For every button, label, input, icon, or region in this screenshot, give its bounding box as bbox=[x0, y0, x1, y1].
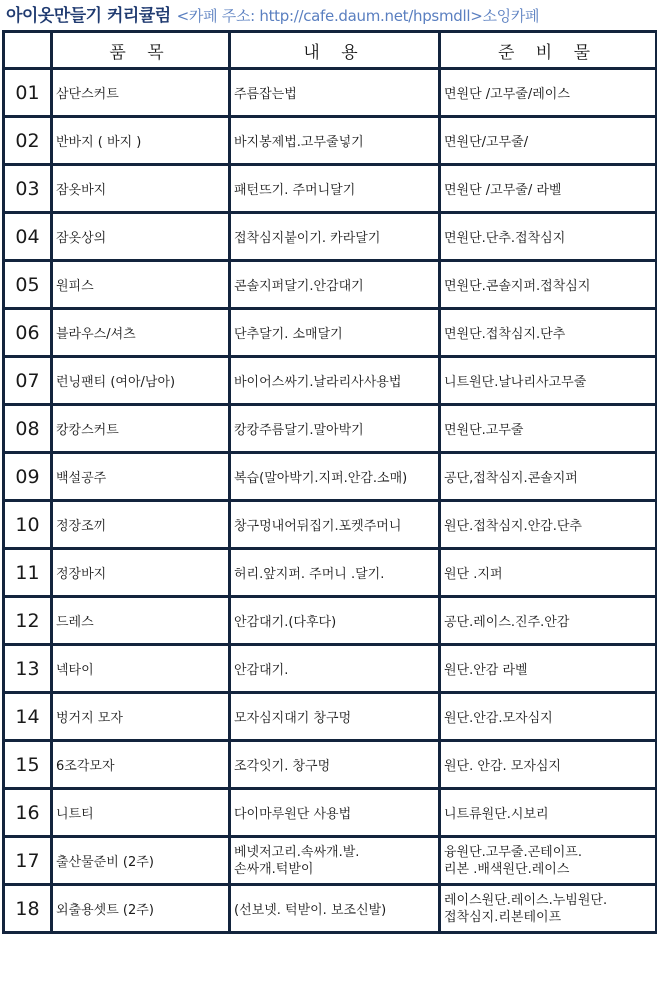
row-number: 11 bbox=[4, 549, 52, 597]
row-content: 안감대기. bbox=[230, 645, 440, 693]
row-number: 13 bbox=[4, 645, 52, 693]
table-row bbox=[4, 837, 657, 885]
row-number: 09 bbox=[4, 453, 52, 501]
table-row bbox=[4, 69, 657, 117]
table-row bbox=[4, 453, 657, 501]
row-item: 출산물준비 (2주) bbox=[52, 837, 230, 885]
row-item: 정장조끼 bbox=[52, 501, 230, 549]
table-row bbox=[4, 165, 657, 213]
row-number: 06 bbox=[4, 309, 52, 357]
row-content: 창구멍내어뒤집기.포켓주머니 bbox=[230, 501, 440, 549]
row-item: 삼단스커트 bbox=[52, 69, 230, 117]
row-materials: 융원단.고무줄.곤테이프. 리본 .배색원단.레이스 bbox=[440, 837, 657, 885]
row-number: 16 bbox=[4, 789, 52, 837]
row-item: 백설공주 bbox=[52, 453, 230, 501]
row-content: 단추달기. 소매달기 bbox=[230, 309, 440, 357]
header-materials: 준 비 물 bbox=[440, 32, 657, 69]
table-header-row bbox=[4, 32, 657, 69]
row-item: 블라우스/셔츠 bbox=[52, 309, 230, 357]
table-row bbox=[4, 405, 657, 453]
row-content: 콘솔지퍼달기.안감대기 bbox=[230, 261, 440, 309]
table-row bbox=[4, 597, 657, 645]
page-title: 아이옷만들기 커리큘럼 bbox=[6, 6, 171, 26]
cafe-address: <카페 주소: http://cafe.daum.net/hpsmdll>소잉카페 bbox=[176, 7, 540, 25]
table-row bbox=[4, 645, 657, 693]
table-row bbox=[4, 117, 657, 165]
row-materials: 면원단.단추.접착심지 bbox=[440, 213, 657, 261]
row-number: 04 bbox=[4, 213, 52, 261]
table-row bbox=[4, 357, 657, 405]
row-item: 외출용셋트 (2주) bbox=[52, 885, 230, 933]
header-content: 내 용 bbox=[230, 32, 440, 69]
table-row bbox=[4, 213, 657, 261]
row-item: 정장바지 bbox=[52, 549, 230, 597]
row-content: 바이어스싸기.날라리사사용법 bbox=[230, 357, 440, 405]
row-content: 다이마루원단 사용법 bbox=[230, 789, 440, 837]
row-content: 패턴뜨기. 주머니달기 bbox=[230, 165, 440, 213]
header-number bbox=[4, 32, 52, 69]
row-item: 잠옷상의 bbox=[52, 213, 230, 261]
row-content: 주름잡는법 bbox=[230, 69, 440, 117]
row-number: 03 bbox=[4, 165, 52, 213]
row-item: 6조각모자 bbox=[52, 741, 230, 789]
table-row bbox=[4, 789, 657, 837]
row-content: 캉캉주름달기.말아박기 bbox=[230, 405, 440, 453]
row-content: 모자심지대기 창구멍 bbox=[230, 693, 440, 741]
row-item: 넥타이 bbox=[52, 645, 230, 693]
table-row bbox=[4, 885, 657, 933]
table-row bbox=[4, 261, 657, 309]
row-materials: 공단,접착심지.콘솔지퍼 bbox=[440, 453, 657, 501]
row-item: 벙거지 모자 bbox=[52, 693, 230, 741]
row-item: 니트티 bbox=[52, 789, 230, 837]
table-row bbox=[4, 501, 657, 549]
row-materials: 원단 .지퍼 bbox=[440, 549, 657, 597]
row-number: 10 bbox=[4, 501, 52, 549]
table-row bbox=[4, 693, 657, 741]
row-content: 안감대기.(다후다) bbox=[230, 597, 440, 645]
row-content: (선보넷. 턱받이. 보조신발) bbox=[230, 885, 440, 933]
row-item: 원피스 bbox=[52, 261, 230, 309]
row-number: 18 bbox=[4, 885, 52, 933]
row-materials: 면원단/고무줄/ bbox=[440, 117, 657, 165]
header-item: 품 목 bbox=[52, 32, 230, 69]
curriculum-table bbox=[2, 30, 657, 934]
row-content: 허리.앞지퍼. 주머니 .달기. bbox=[230, 549, 440, 597]
row-number: 08 bbox=[4, 405, 52, 453]
table-row bbox=[4, 309, 657, 357]
row-content: 조각잇기. 창구멍 bbox=[230, 741, 440, 789]
row-materials: 면원단 /고무줄/ 라벨 bbox=[440, 165, 657, 213]
row-number: 14 bbox=[4, 693, 52, 741]
row-materials: 원단. 안감. 모자심지 bbox=[440, 741, 657, 789]
row-materials: 원단.안감.모자심지 bbox=[440, 693, 657, 741]
row-materials: 원단.안감 라벨 bbox=[440, 645, 657, 693]
row-content: 베넷저고리.속싸개.발. 손싸개.턱받이 bbox=[230, 837, 440, 885]
row-materials: 면원단 /고무줄/레이스 bbox=[440, 69, 657, 117]
row-number: 05 bbox=[4, 261, 52, 309]
row-item: 드레스 bbox=[52, 597, 230, 645]
row-materials: 니트류원단.시보리 bbox=[440, 789, 657, 837]
table-row bbox=[4, 549, 657, 597]
row-content: 바지봉제법.고무줄넣기 bbox=[230, 117, 440, 165]
row-content: 복습(말아박기.지퍼.안감.소매) bbox=[230, 453, 440, 501]
row-number: 07 bbox=[4, 357, 52, 405]
row-number: 15 bbox=[4, 741, 52, 789]
row-item: 잠옷바지 bbox=[52, 165, 230, 213]
row-number: 12 bbox=[4, 597, 52, 645]
row-materials: 공단.레이스.진주.안감 bbox=[440, 597, 657, 645]
row-content: 접착심지붙이기. 카라달기 bbox=[230, 213, 440, 261]
row-materials: 면원단.콘솔지퍼.접착심지 bbox=[440, 261, 657, 309]
page-title-bar bbox=[6, 4, 539, 28]
row-item: 반바지 ( 바지 ) bbox=[52, 117, 230, 165]
row-materials: 면원단.접착심지.단추 bbox=[440, 309, 657, 357]
row-item: 캉캉스커트 bbox=[52, 405, 230, 453]
row-materials: 면원단.고무줄 bbox=[440, 405, 657, 453]
row-materials: 원단.접착심지.안감.단추 bbox=[440, 501, 657, 549]
row-number: 02 bbox=[4, 117, 52, 165]
row-materials: 레이스원단.레이스.누빔원단. 접착심지.리본테이프 bbox=[440, 885, 657, 933]
row-number: 01 bbox=[4, 69, 52, 117]
row-materials: 니트원단.날나리사고무줄 bbox=[440, 357, 657, 405]
row-item: 런닝팬티 (여아/남아) bbox=[52, 357, 230, 405]
table-row bbox=[4, 741, 657, 789]
row-number: 17 bbox=[4, 837, 52, 885]
